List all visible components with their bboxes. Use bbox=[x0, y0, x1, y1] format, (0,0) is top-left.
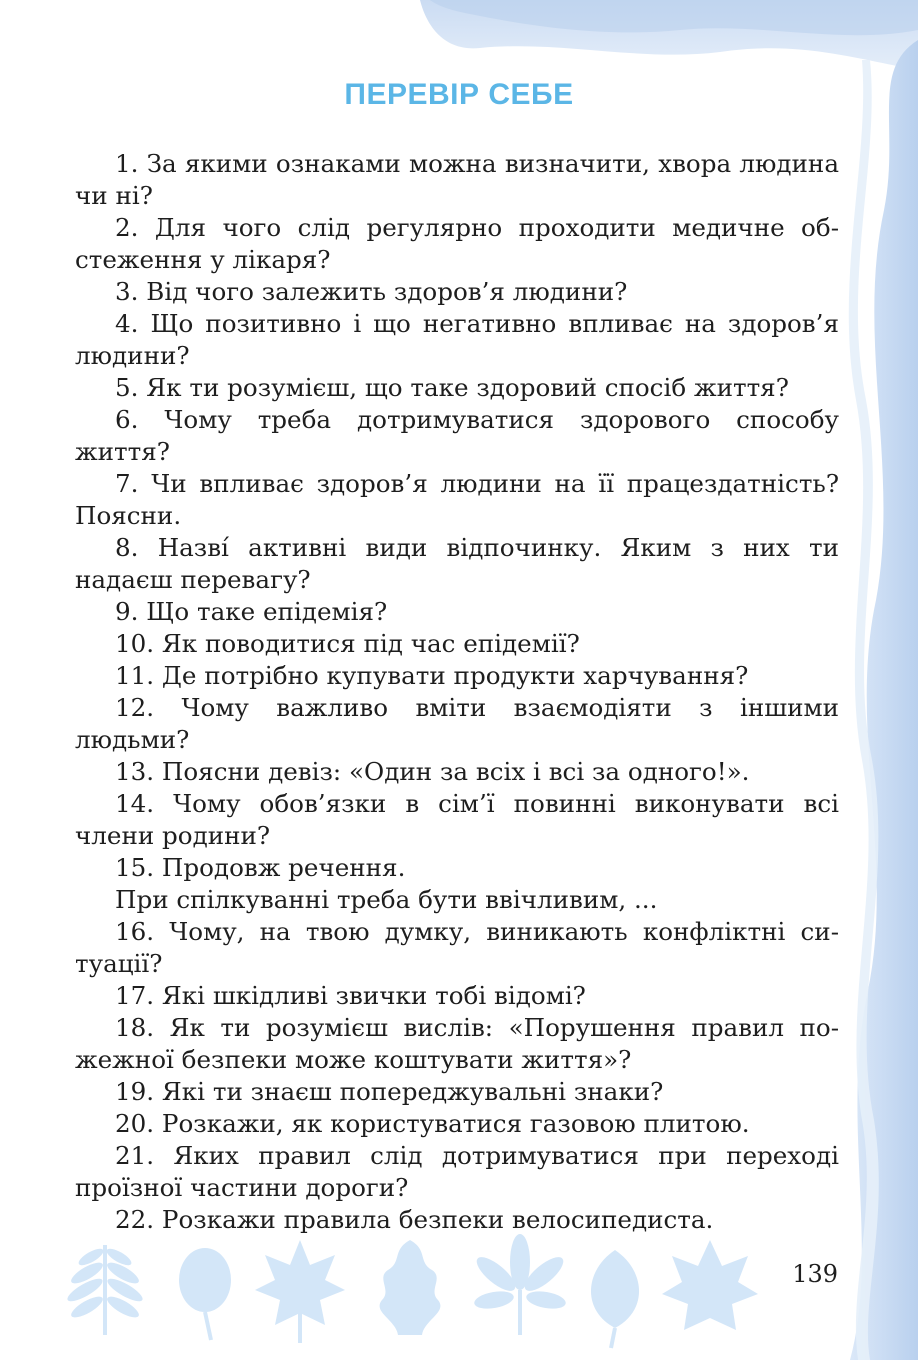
question-item: 15. Продовж речення. bbox=[115, 853, 406, 882]
page-number: 139 bbox=[792, 1260, 838, 1288]
question-item: 2. Для чого слід регулярно проходити медичне обстеження у лікаря? bbox=[75, 213, 839, 274]
question-item: 16. Чому, на твою думку, виникають конфліктні ситуації? bbox=[75, 917, 839, 978]
question-item: 13. Поясни девіз: «Один за всіх і всі за одного!». bbox=[115, 757, 750, 786]
question-item: 19. Які ти знаєш попереджувальні знаки? bbox=[115, 1077, 664, 1106]
question-item: 9. Що таке епідемія? bbox=[115, 597, 388, 626]
question-item: 1. За якими ознаками можна визначити, хвора людина чи ні? bbox=[75, 149, 839, 210]
question-item: 4. Що позитивно і що негативно впливає на здоров’я людини? bbox=[75, 309, 839, 370]
question-item: 12. Чому важливо вміти взаємодіяти з іншими людьми? bbox=[75, 693, 839, 754]
question-item: 20. Розкажи, як користуватися газовою плитою. bbox=[115, 1109, 750, 1138]
question-item: 22. Розкажи правила безпеки велосипедиста. bbox=[115, 1205, 714, 1234]
question-item: 18. Як ти розумієш вислів: «Порушення правил пожежної безпеки може коштувати життя»? bbox=[75, 1013, 839, 1074]
questions-list bbox=[75, 148, 839, 1236]
question-item: 21. Яких правил слід дотримуватися при переході проїзної частини дороги? bbox=[75, 1141, 839, 1202]
question-item: 6. Чому треба дотримуватися здорового способу життя? bbox=[75, 405, 839, 466]
question-item: 10. Як поводитися під час епідемії? bbox=[115, 629, 580, 658]
question-item: 3. Від чого залежить здоров’я людини? bbox=[115, 277, 628, 306]
page-title: ПЕРЕВІР СЕБЕ bbox=[344, 78, 574, 111]
question-item: 8. Назві́ активні види відпочинку. Яким з них ти надаєш перевагу? bbox=[75, 533, 839, 594]
question-item: 7. Чи впливає здоров’я людини на її працездатність? Поясни. bbox=[75, 469, 839, 530]
question-continuation: При спілкуванні треба бути ввічливим, ... bbox=[115, 885, 658, 914]
question-item: 17. Які шкідливі звички тобі відомі? bbox=[115, 981, 586, 1010]
question-item: 5. Як ти розумієш, що таке здоровий спосіб життя? bbox=[115, 373, 789, 402]
question-item: 11. Де потрібно купувати продукти харчування? bbox=[115, 661, 749, 690]
question-item: 14. Чому обов’язки в сім’ї повинні виконувати всі члени родини? bbox=[75, 789, 839, 850]
